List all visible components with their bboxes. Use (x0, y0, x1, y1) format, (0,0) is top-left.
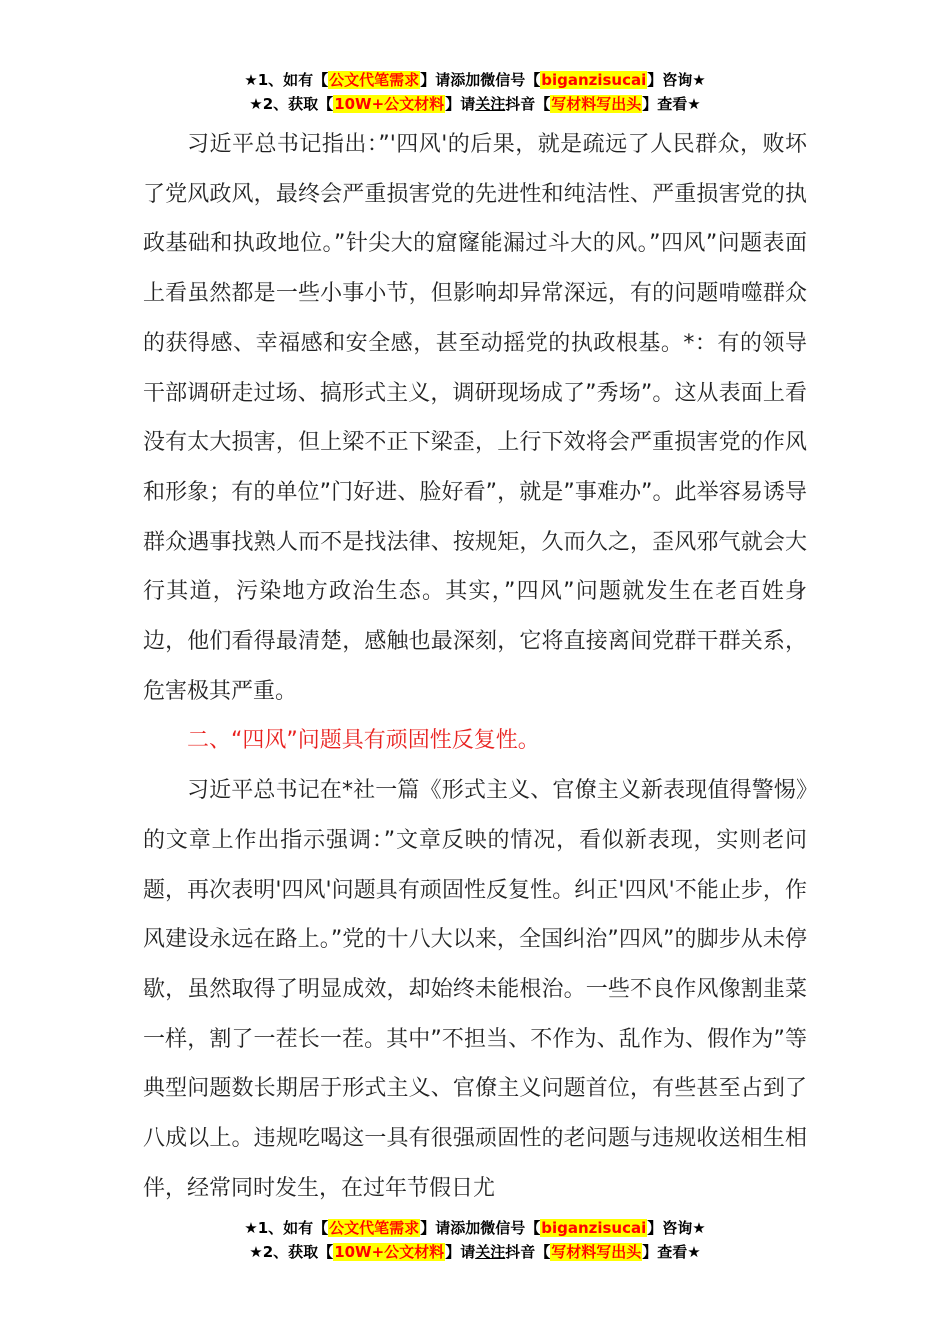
promo-text: 】咨询★ (647, 1219, 706, 1237)
promo-text: 】查看★ (642, 95, 701, 113)
promo-text: 】请 (445, 95, 476, 113)
promo-highlight: 10W+公文材料 (334, 1243, 445, 1261)
promo-text: ★1、如有【 (244, 1219, 329, 1237)
promo-banner-bottom (0, 1216, 950, 1264)
promo-line-1 (0, 68, 950, 92)
document-body (143, 120, 807, 1213)
paragraph: 习近平总书记指出：”'四风'的后果，就是疏远了人民群众，败坏了党风政风，最终会严重损害党的先进性和纯洁性、严重损害党的执政基础和执政地位。”针尖大的窟窿能漏过斗大的风。”四风”问题表面上看虽然都是一些小事小节，但影响却异常深远，有的问题啃噬群众的获得感、幸福感和安全感，甚至动摇党的执政根基。*：有的领导干部调研走过场、搞形式主义，调研现场成了”秀场”。这从表面上看没有太大损害，但上梁不正下梁歪，上行下效将会严重损害党的作风和形象；有的单位”门好进、脸好看”，就是”事难办”。此举容易诱导群众遇事找熟人而不是找法律、按规矩，久而久之，歪风邪气就会大行其道，污染地方政治生态。其实，”四风”问题就发生在老百姓身边，他们看得最清楚，感触也最深刻，它将直接离间党群干群关系，危害极其严重。 (143, 132, 807, 704)
promo-text: ★2、获取【 (249, 95, 334, 113)
wechat-id-highlight: biganzisucai (541, 71, 647, 89)
promo-text: 】请 (445, 1243, 476, 1261)
promo-text-underlined: 关注 (475, 95, 506, 113)
promo-text: ★2、获取【 (249, 1243, 334, 1261)
douyin-id-highlight: 写材料写出头 (551, 1243, 642, 1261)
douyin-id-highlight: 写材料写出头 (551, 95, 642, 113)
promo-text: ★1、如有【 (244, 71, 329, 89)
paragraph: 习近平总书记在*社一篇《形式主义、官僚主义新表现值得警惕》的文章上作出指示强调：”文章反映的情况，看似新表现，实则老问题，再次表明'四风'问题具有顽固性反复性。纠正'四风'不能止步，作风建设永远在路上。”党的十八大以来，全国纠治”四风”的脚步从未停歇，虽然取得了明显成效，却始终未能根治。一些不良作风像割韭菜一样，割了一茬长一茬。其中”不担当、不作为、乱作为、假作为”等典型问题数长期居于形式主义、官僚主义问题首位，有些甚至占到了八成以上。违规吃喝这一具有很强顽固性的老问题与违规收送相生相伴，经常同时发生，在过年节假日尤 (143, 778, 807, 1201)
promo-text: 】查看★ (642, 1243, 701, 1261)
promo-highlight: 公文代笔需求 (329, 71, 420, 89)
promo-text: 抖音【 (505, 95, 551, 113)
section-heading: 二、“四风”问题具有顽固性反复性。 (187, 728, 540, 754)
promo-highlight: 10W+公文材料 (334, 95, 445, 113)
promo-highlight: 公文代笔需求 (329, 1219, 420, 1237)
promo-text: 】请添加微信号【 (420, 71, 541, 89)
promo-text: 】请添加微信号【 (420, 1219, 541, 1237)
promo-banner-top (0, 68, 950, 116)
promo-line-2 (0, 92, 950, 116)
promo-line-2 (0, 1240, 950, 1264)
promo-text-underlined: 关注 (475, 1243, 506, 1261)
promo-line-1 (0, 1216, 950, 1240)
wechat-id-highlight: biganzisucai (541, 1219, 647, 1237)
promo-text: 抖音【 (505, 1243, 551, 1261)
promo-text: 】咨询★ (647, 71, 706, 89)
